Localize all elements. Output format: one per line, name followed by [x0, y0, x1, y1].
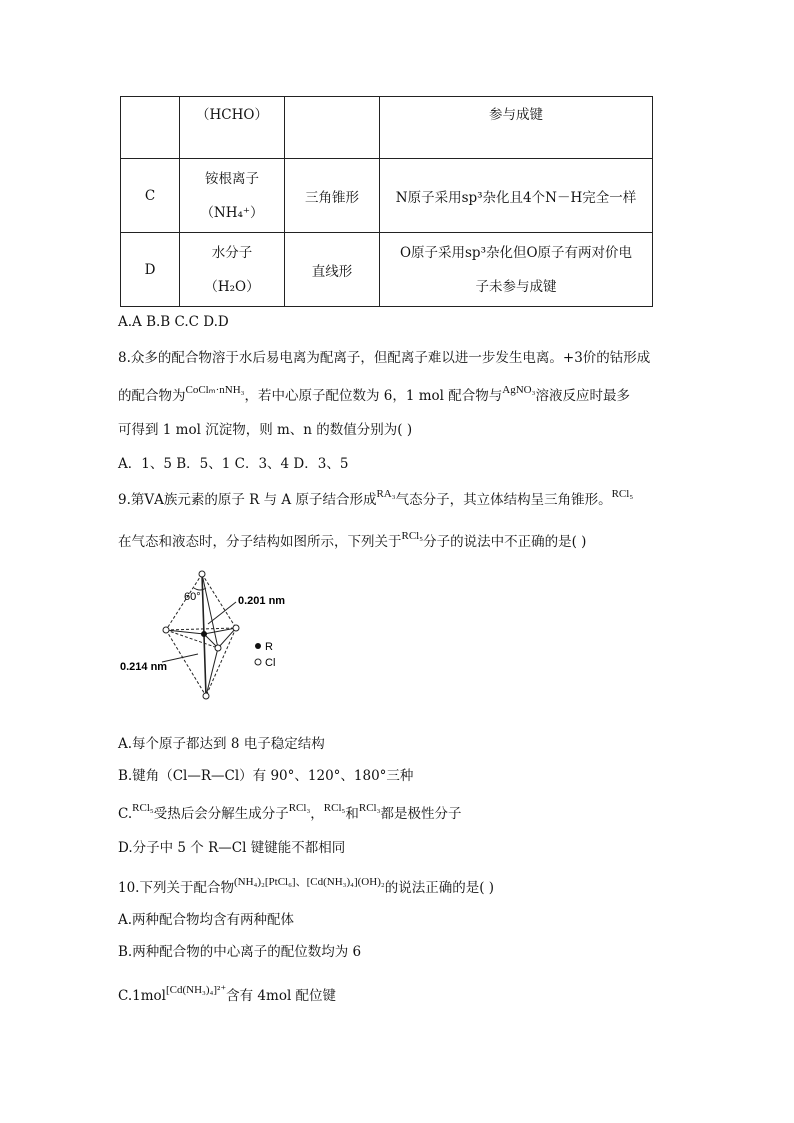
q9-option-a: A.每个原子都达到 8 电子稳定结构: [118, 736, 325, 752]
text: ，: [310, 806, 324, 822]
formula: CoClₘ·nNH₃: [185, 384, 245, 396]
formula: (NH₄)₂[PtCl₆]、[Cd(NH₃)₄](OH)₂: [233, 876, 385, 888]
comparison-table: [120, 96, 653, 307]
cell-text: （H₂O）: [204, 278, 260, 295]
text: 溶液反应时最多: [535, 388, 630, 404]
text: 在气态和液态时，分子结构如图所示，下列关于: [118, 534, 402, 550]
rcl5-structure-figure: [118, 566, 308, 716]
text: 和: [345, 806, 359, 822]
bond-length-label: 0.214 nm: [120, 661, 168, 673]
table-cell: [380, 159, 653, 233]
formula: RCl₃: [288, 802, 311, 814]
q9-stem-line2: [118, 530, 586, 550]
text: 10.下列关于配合物: [118, 880, 234, 896]
cell-text: 铵根离子: [205, 170, 259, 187]
q7-options: A.A B.B C.C D.D: [118, 314, 229, 330]
text: 的说法正确的是( ): [384, 880, 495, 896]
cell-text: 子未参与成键: [475, 278, 557, 295]
q8-stem-line3: 可得到 1 mol 沉淀物，则 m、n 的数值分别为( ): [118, 422, 413, 438]
table-cell: [180, 233, 285, 307]
formula: RCl₅: [323, 802, 346, 814]
table-cell: D: [121, 233, 180, 307]
cell-text: 参与成键: [489, 107, 543, 123]
legend-cl-label: Cl: [265, 657, 276, 669]
legend-r-dot: [255, 643, 261, 649]
table-row: [121, 97, 653, 159]
cell-text: （HCHO）: [196, 107, 268, 123]
text: ，若中心原子配位数为 6，1 mol 配合物与: [244, 388, 503, 404]
q10-stem: [118, 876, 494, 896]
table-cell: [285, 97, 380, 159]
table-cell: [180, 97, 285, 159]
legend-r-label: R: [265, 641, 273, 653]
q9-option-d: D.分子中 5 个 R—Cl 键键能不都相同: [118, 840, 346, 856]
q10-option-c: [118, 984, 336, 1004]
q10-option-b: B.两种配合物的中心离子的配位数均为 6: [118, 944, 362, 960]
text: C.: [118, 806, 133, 822]
cell-text: （NH₄⁺）: [200, 204, 264, 221]
table-cell: 直线形: [285, 233, 380, 307]
table-row: [121, 233, 653, 307]
legend-cl-dot: [255, 659, 261, 665]
cell-text: 水分子: [211, 244, 253, 261]
q10-option-a: A.两种配合物均含有两种配体: [118, 912, 295, 928]
text: 分子的说法中不正确的是( ): [423, 534, 587, 550]
table-row: [121, 159, 653, 233]
formula: [Cd(NH₃)₄]²⁺: [165, 984, 227, 996]
table-cell: C: [121, 159, 180, 233]
text: 含有 4mol 配位键: [226, 988, 337, 1004]
q9-option-c: [118, 802, 461, 822]
table-cell: [121, 97, 180, 159]
text: 9.第ⅤA族元素的原子 R 与 A 原子结合形成: [118, 492, 377, 508]
formula: RCl₅: [132, 802, 154, 814]
table-cell: [380, 233, 653, 307]
q8-stem-line2: [118, 384, 630, 404]
cell-text: N原子采用sp³杂化且4个N－H完全一样: [395, 189, 637, 206]
angle-label: 60°: [184, 591, 201, 603]
cell-text: O原子采用sp³杂化但O原子有两对价电: [399, 244, 633, 261]
q9-stem-line1: [118, 488, 633, 508]
formula: RA₃: [376, 488, 396, 500]
q8-options: A．1、5 B．5、1 C．3、4 D．3、5: [118, 456, 349, 472]
text: C.1mol: [118, 988, 166, 1004]
text: 受热后会分解生成分子: [153, 806, 289, 822]
bond-length-label: 0.201 nm: [238, 595, 286, 607]
table-cell: [180, 159, 285, 233]
formula: RCl₃: [358, 802, 381, 814]
table-cell: [380, 97, 653, 159]
text: 都是极性分子: [380, 806, 462, 822]
formula: RCl₅: [401, 530, 424, 542]
table-cell: 三角锥形: [285, 159, 380, 233]
q8-stem-line1: 8.众多的配合物溶于水后易电离为配离子，但配离子难以进一步发生电离。+3价的钴形成: [118, 350, 651, 366]
text: 的配合物为: [118, 388, 186, 404]
text: 气态分子，其立体结构呈三角锥形。: [395, 492, 612, 508]
q9-option-b: B.键角（Cl—R—Cl）有 90°、120°、180°三种: [118, 768, 414, 784]
formula: AgNO₃: [502, 384, 536, 396]
formula: RCl₅: [611, 488, 634, 500]
